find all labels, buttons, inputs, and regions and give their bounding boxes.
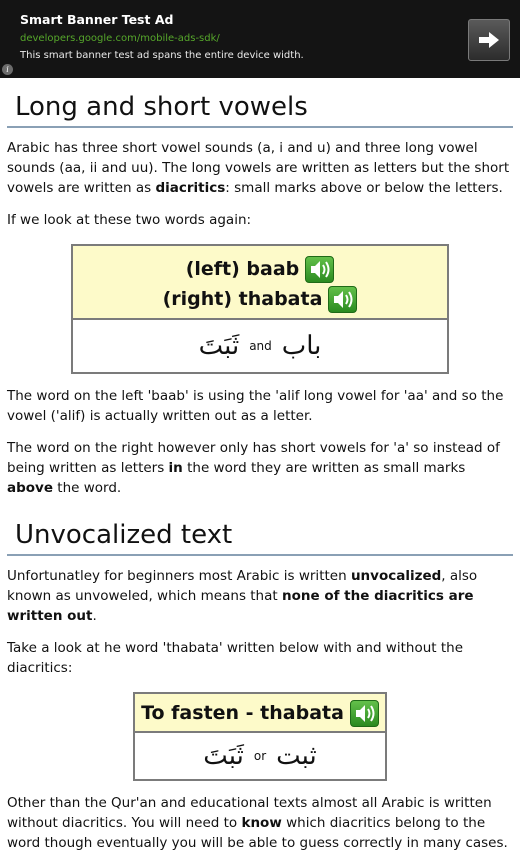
arrow-right-icon	[478, 31, 500, 49]
speaker-icon[interactable]	[305, 256, 334, 283]
example-line-right	[73, 284, 447, 314]
article	[0, 86, 520, 853]
ad-banner[interactable]	[0, 0, 520, 78]
section-heading-unvocalized: Unvocalized text	[7, 514, 513, 556]
info-icon[interactable]: i	[2, 64, 13, 75]
example-words	[73, 320, 447, 372]
ad-url[interactable]: developers.google.com/mobile-ads-sdk/	[20, 33, 220, 44]
paragraph-look-again: If we look at these two words again:	[7, 212, 252, 228]
conjunction: and	[249, 339, 272, 353]
bold-text: diacritics	[155, 180, 226, 196]
example-label-right: (right) thabata	[162, 288, 323, 310]
example-label-to-fasten: To fasten - thabata	[141, 702, 344, 724]
conjunction: or	[253, 749, 267, 763]
bold-text: unvocalized	[350, 568, 442, 584]
arabic-word-vocalized: ثَبَتَ	[203, 741, 244, 771]
paragraph-take-a-look: Take a look at he word 'thabata' written below with and without the diacritics:	[7, 640, 464, 676]
text-span: Other than the Qur'an and educational texts almost all Arabic is written without diacritics. You will need to	[7, 795, 492, 831]
bold-text: in	[168, 460, 183, 476]
speaker-icon[interactable]	[350, 700, 379, 727]
paragraph-quran-note	[7, 793, 513, 853]
paragraph-unvocalized-intro	[7, 566, 513, 626]
example-line-to-fasten	[135, 698, 385, 728]
paragraph-baab-explanation: The word on the left 'baab' is using the 'alif long vowel for 'aa' and so the vowel ('alif) is actually written out as a letter.	[7, 388, 504, 424]
text-span: , also known as unvoweled, which means that	[7, 568, 478, 604]
paragraph-thabata-explanation	[7, 438, 513, 498]
arabic-word-thabata: ثَبَتَ	[198, 331, 240, 361]
bold-text: know	[241, 815, 282, 831]
bold-text: none of the diacritics are written out	[7, 588, 474, 624]
text-span: : small marks above or below the letters.	[225, 180, 503, 196]
arabic-word-plain: ثبت	[276, 741, 317, 771]
paragraph-vowel-intro	[7, 138, 513, 198]
ad-open-button[interactable]	[468, 19, 510, 61]
example-line-left	[73, 254, 447, 284]
example-header	[135, 694, 385, 733]
bold-text: above	[7, 480, 54, 496]
section-heading-vowels: Long and short vowels	[7, 86, 513, 128]
text-span: the word they are written as small marks	[182, 460, 466, 476]
example-box-to-fasten	[133, 692, 387, 781]
text-span: The word on the right however only has short vowels for 'a' so instead of being written as letters	[7, 440, 500, 476]
example-box-baab-thabata	[71, 244, 449, 374]
ad-title[interactable]: Smart Banner Test Ad	[20, 12, 174, 27]
arabic-word-baab: باب	[281, 331, 322, 361]
ad-description: This smart banner test ad spans the entire device width.	[20, 50, 304, 61]
text-span: Arabic has three short vowel sounds (a, i and u) and three long vowel sounds (aa, ii and uu). The long vowels are written as letters but the short vowels are written as	[7, 140, 510, 196]
example-header	[73, 246, 447, 320]
text-span: .	[92, 608, 97, 624]
text-span: which diacritics belong to the word though eventually you will be able to guess correctly in many cases.	[7, 815, 508, 851]
example-words	[135, 733, 385, 779]
text-span: the word.	[53, 480, 122, 496]
text-span: Unfortunatley for beginners most Arabic is written	[7, 568, 351, 584]
example-label-left: (left) baab	[185, 258, 300, 280]
speaker-icon[interactable]	[328, 286, 357, 313]
